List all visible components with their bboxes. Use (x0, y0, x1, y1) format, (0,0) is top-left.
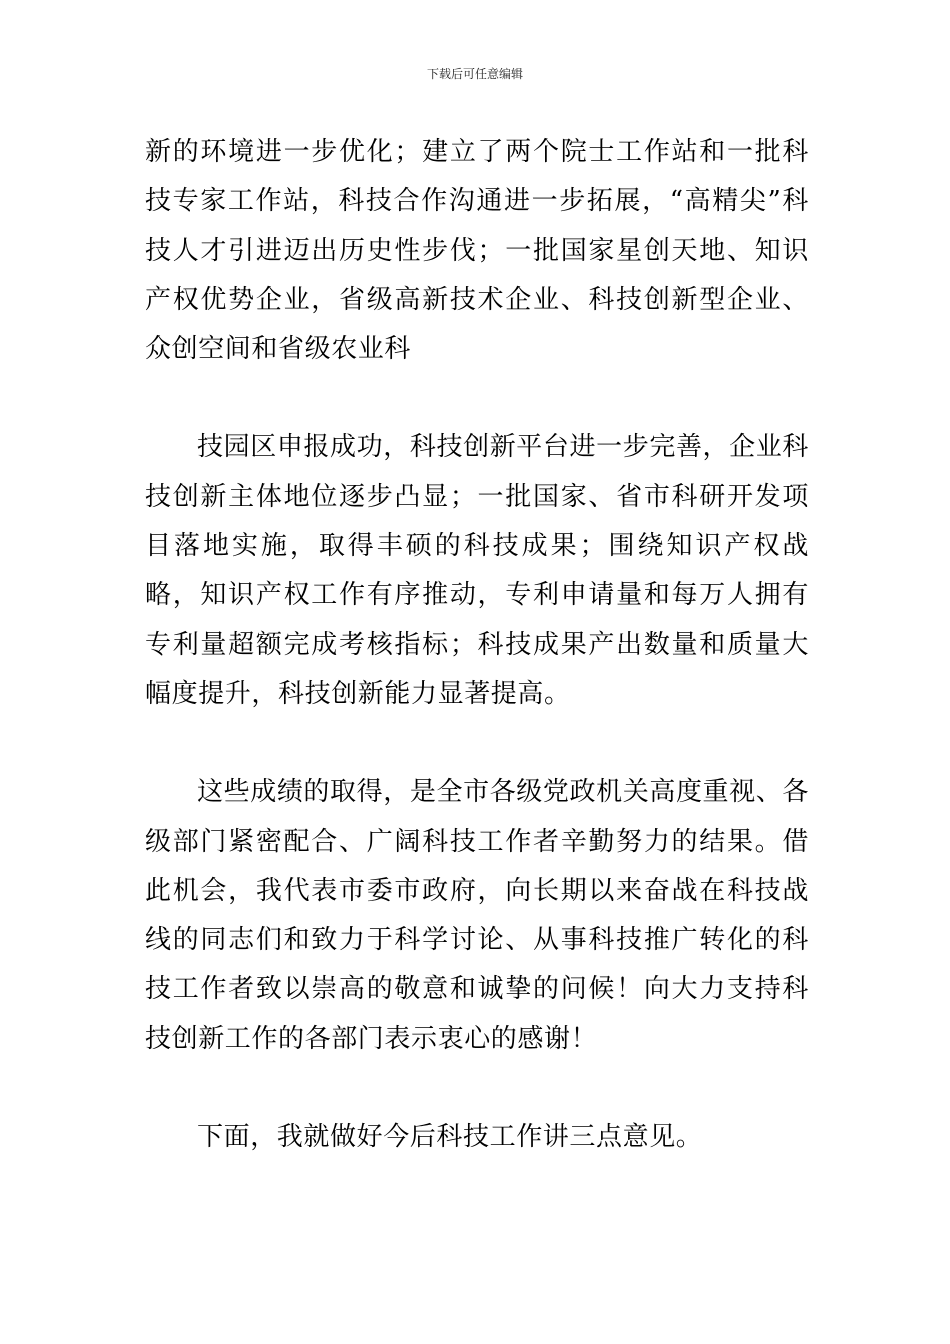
page-header: 下载后可任意编辑 (426, 67, 523, 81)
paragraph-3: 这些成绩的取得，是全市各级党政机关高度重视、各级部门紧密配合、广阔科技工作者辛勤努力的结果。借此机会，我代表市委市政府，向长期以来奋战在科技战线的同志们和致力于科学讨论、从事科技推广转化的科技工作者致以崇高的敬意和诚挚的问候！向大力支持科技创新工作的各部门表示衷心的感谢！ (145, 777, 809, 1054)
paragraph-2: 技园区申报成功，科技创新平台进一步完善，企业科技创新主体地位逐步凸显；一批国家、省市科研开发项目落地实施，取得丰硕的科技成果；围绕知识产权战略，知识产权工作有序推动，专利申请量和每万人拥有专利量超额完成考核指标；科技成果产出数量和质量大幅度提升，科技创新能力显著提高。 (145, 432, 809, 709)
paragraph-gap (145, 719, 809, 768)
paragraph-1: 新的环境进一步优化；建立了两个院士工作站和一批科技专家工作站，科技合作沟通进一步拓展，“高精尖”科技人才引进迈出历史性步伐；一批国家星创天地、知识产权优势企业，省级高新技术企业、科技创新型企业、众创空间和省级农业科 (145, 137, 809, 365)
paragraph-4: 下面，我就做好今后科技工作讲三点意见。 (197, 1122, 703, 1153)
document-body (145, 128, 809, 1162)
paragraph-gap (145, 374, 809, 423)
paragraph-gap (145, 1064, 809, 1113)
